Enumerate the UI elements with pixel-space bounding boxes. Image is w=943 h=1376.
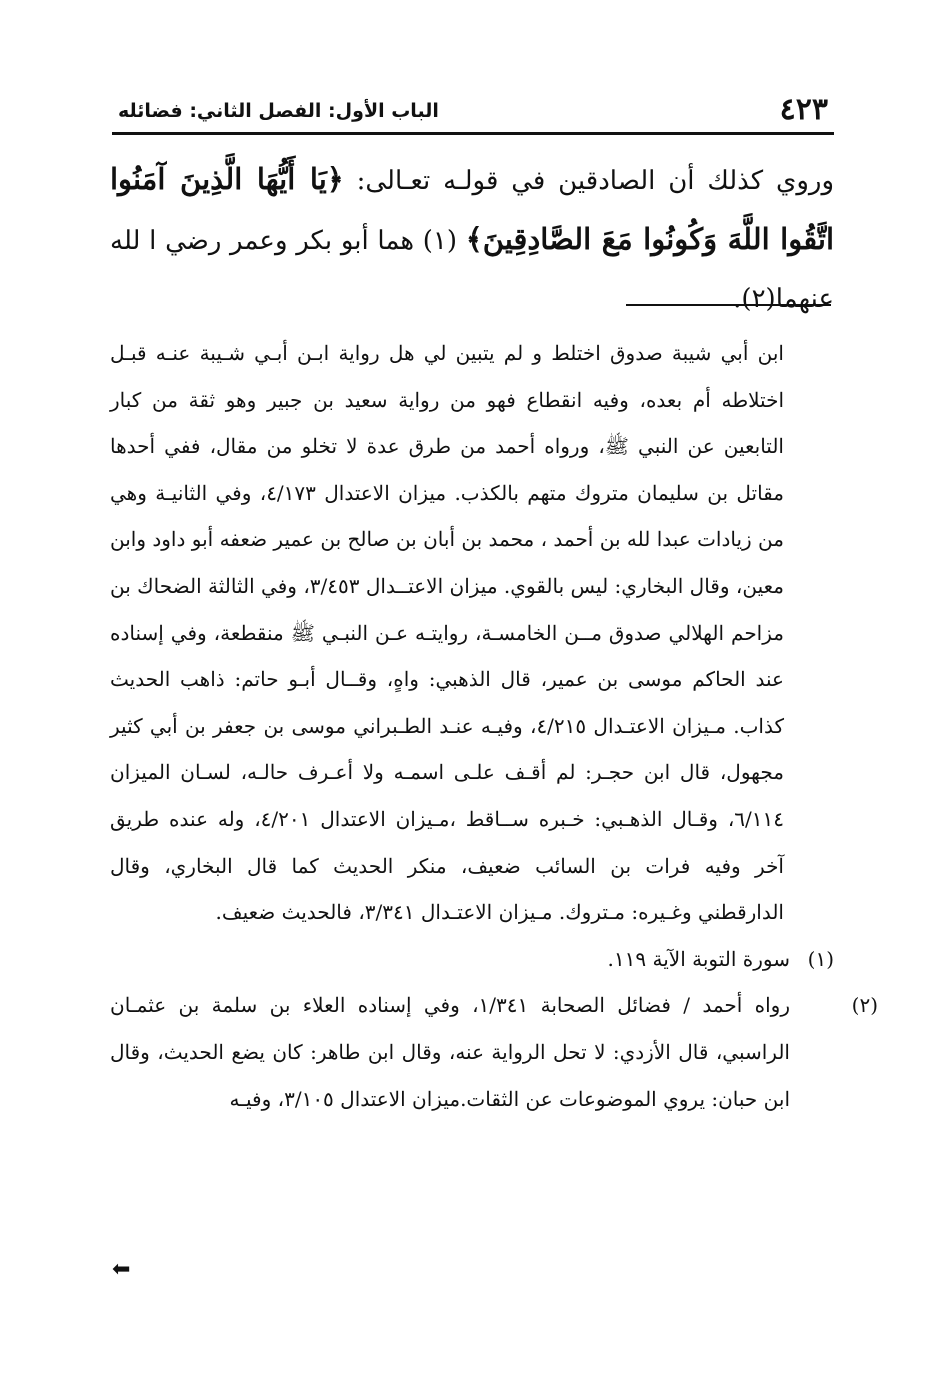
running-title: الباب الأول: الفصل الثاني: فضائله [118,100,439,122]
footnote-text: سورة التوبة الآية ١١٩. [607,946,790,971]
main-text [110,150,834,328]
footnotes [110,330,878,1122]
arrow-left-icon: ⬅ [112,1257,131,1282]
footnote-continuation: ابن أبي شيبة صدوق اختلط و لم يتبين لي هل رواية ابـن أبـي شـيبة عنـه قبـل اختلاطه أم بعده، وفيه انقطاع فهو من رواية سعيد بن جبير وهو ثقة من كبار التابعين عن النبي ﷺ، ورواه أحمد من طرق عدة لا تخلو من مقال، ففي أحدها مقاتل بن سليمان متروك متهم بالكذب. ميزان الاعتدال ٤/١٧٣، وفي الثانيـة وهي من زيادات عبدا لله بن أحمد ، محمد بن أبان بن صالح بن عمير ضعفه أبو داود وابن معين، وقال البخاري: ليس بالقوي. ميزان الاعتــدال ٣/٤٥٣، وفي الثالثة الضحاك بن مزاحم الهلالي صدوق مــن الخامسـة، روايتـه عـن النبـي ﷺ منقطعة، وفي إسناده عند الحاكم موسى بن عمير، قال الذهبي: واهٍ، وقــال أبـو حاتم: ذاهب الحديث كذاب. مـيزان الاعتـدال ٤/٢١٥، وفيـه عنـد الطـبراني موسى بن جعفر بن أبي كثير مجهول، قال ابن حجـر: لم أقـف علـى اسمـه ولا أعـرف حالـه، لسـان الميزان ٦/١١٤، وقـال الذهـبي: خـبره ســاقط ،مـيزان الاعتدال ٤/٢٠١، وله عنده طريق آخر وفيه فرات بن السائب ضعيف، منكر الحديث كما قال البخاري، وقال الدارقطني وغـيره: مـتروك. مـيزان الاعتـدال ٣/٣٤١، فالحديث ضعيف. [110,341,784,925]
quran-verse: ﴿يَا أَيُّهَا الَّذِينَ آمَنُوا اتَّقُوا اللَّهَ وَكُونُوا مَعَ الصَّادِقِينَ﴾ [110,162,834,256]
after-verse-text: (١) هما أبو بكر وعمر رضي ا لله عنهما(٢). [110,226,834,314]
footnote-number: (٢) [851,993,878,1018]
footnote-item [110,936,834,983]
page-number: ٤٢٣ [779,92,828,127]
footnote-text: رواه أحمد / فضائل الصحابة ١/٣٤١، وفي إسناده العلاء بن سلمة بن عثمـان الراسبي، قال الأزدي: لا تحل الرواية عنه، وقال ابن طاهر: كان يضع الحديث، وقال ابن حبان: يروي الموضوعات عن الثقات.ميزان الاعتدال ٣/١٠٥، وفيـه [110,993,790,1111]
page-header [112,92,834,135]
footnote-separator [626,304,831,306]
footnote-number: (١) [807,946,834,971]
intro-text: وروي كذلك أن الصادقين في قولـه تعـالى: [343,166,834,196]
footnote-item [110,982,878,1122]
